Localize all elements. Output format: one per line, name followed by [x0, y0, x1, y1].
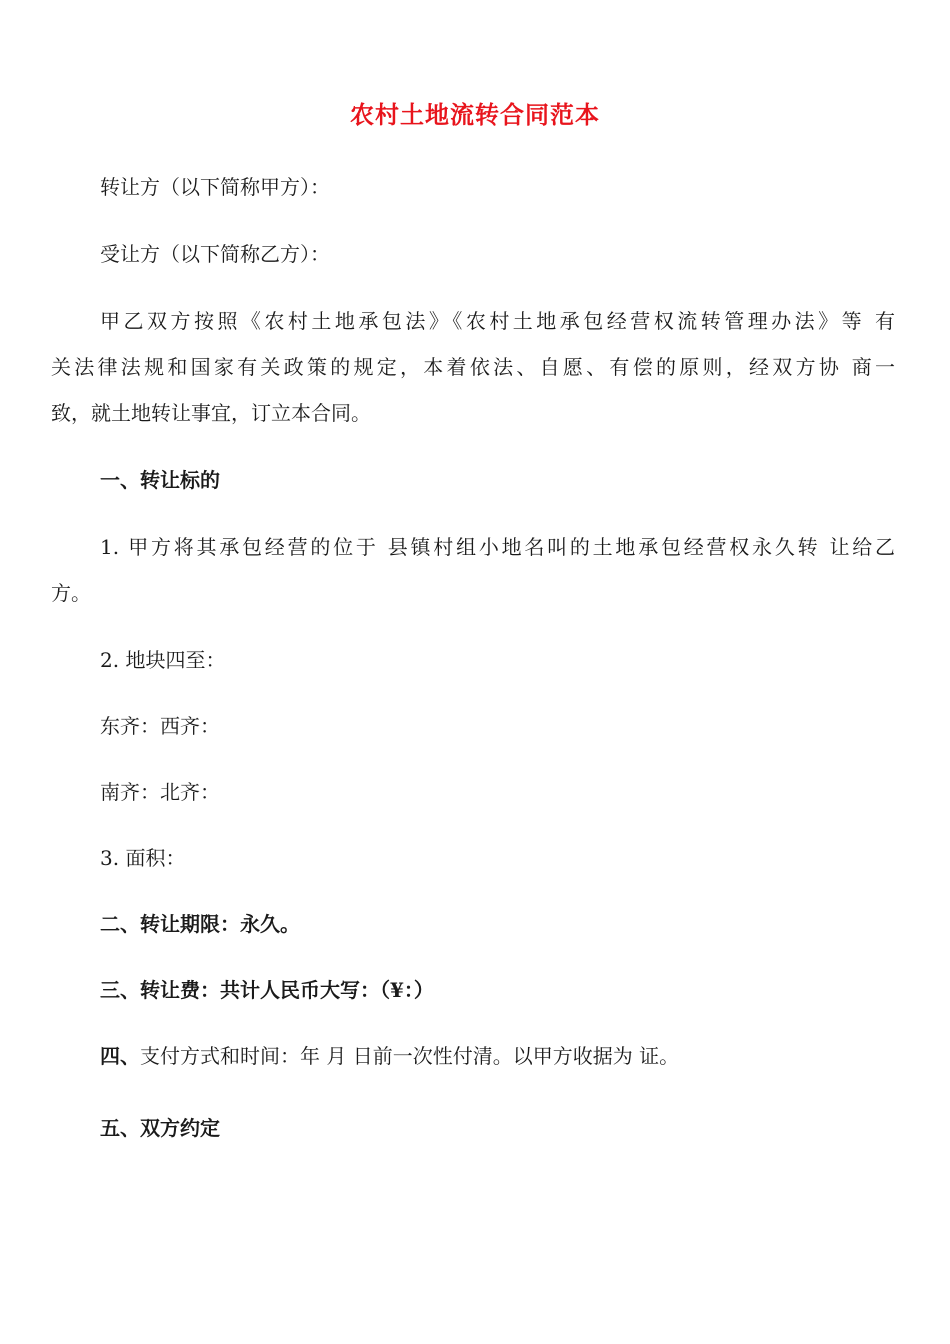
section-5-heading: 五、双方约定	[100, 1116, 220, 1140]
section-4-text: 支付方式和时间：年 月 日前一次性付清。以甲方收据为 证。	[140, 1044, 680, 1068]
item-3-area: 3. 面积：	[100, 846, 186, 870]
item-1-line-1: 1. 甲方将其承包经营的位于 县镇村组小地名叫的土地承包经营权永久转 让给乙	[100, 535, 895, 559]
section-3-fee: 三、转让费：共计人民币大写：（¥：）	[100, 978, 434, 1002]
section-4-heading: 四、	[100, 1044, 140, 1068]
section-2-term: 二、转让期限：永久。	[100, 912, 300, 936]
transferor-line: 转让方（以下简称甲方）：	[100, 175, 330, 199]
item-2-boundaries: 2. 地块四至：	[100, 648, 226, 672]
south-north-boundary: 南齐：北齐：	[100, 780, 220, 804]
item-1-line-2: 方。	[51, 581, 91, 605]
section-4-payment	[100, 1041, 679, 1071]
preamble-line-3: 致，就土地转让事宜，订立本合同。	[51, 401, 371, 425]
east-west-boundary: 东齐：西齐：	[100, 714, 220, 738]
section-1-heading: 一、转让标的	[100, 468, 220, 492]
document-title: 农村土地流转合同范本	[350, 100, 600, 129]
transferee-line: 受让方（以下简称乙方）：	[100, 242, 330, 266]
preamble-line-1: 甲乙双方按照《农村土地承包法》《农村土地承包经营权流转管理办法》等 有	[100, 309, 895, 333]
preamble-line-2: 关法律法规和国家有关政策的规定，本着依法、自愿、有偿的原则，经双方协 商一	[51, 355, 895, 379]
